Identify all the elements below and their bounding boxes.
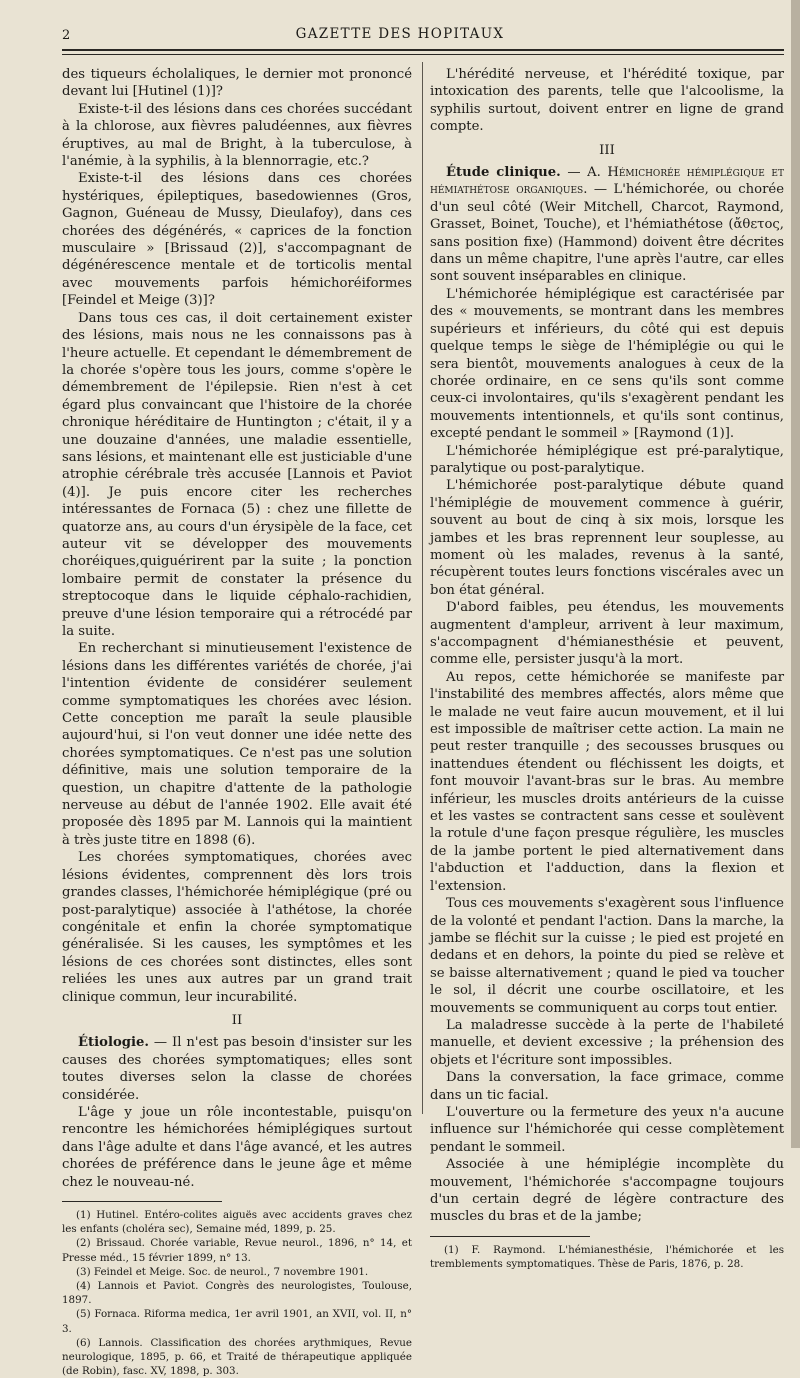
column-divider [422,62,423,1114]
paragraph: Les chorées symptomatiques, chorées avec lésions évidentes, comprennent dès lors trois grandes classes, l'hémichorée hémiplégique (pré ou post-paralytique) associée à l'athétose, la chorée congénitale et enfin la chorée symptomatique généralisée. Si les causes, les symptômes et les lésions de ces chorées sont distinctes, elles sont reliées les unes aux autres par un grand trait clinique commun, leur incurabilité. [62,850,412,1005]
paragraph: L'hérédité nerveuse, et l'hérédité toxique, par intoxication des parents, telle que l'alcoolisme, la syphilis surtout, doivent entrer en ligne de grand compte. [430,67,784,135]
page-number: 2 [62,28,71,43]
header-rule-thin [62,54,784,55]
left-column [62,66,412,1378]
paragraph: L'ouverture ou la fermeture des yeux n'a aucune influence sur l'hémichorée qui cesse complètement pendant le sommeil. [430,1104,784,1155]
header-rule-thick [62,49,784,51]
paragraph: Tous ces mouvements s'exagèrent sous l'influence de la volonté et pendant l'action. Dans la marche, la jambe se fléchit sur la cuisse ; le pied est projeté en dedans et en dehors, la pointe du pied se relève et se baisse alternativement ; quand le pied va toucher le sol, il décrit une courbe oscillatoire, et les mouvements se communiquent au corps tout entier. [430,896,784,1016]
paragraph: des tiqueurs écholaliques, le dernier mot prononcé devant lui [Hutinel (1)]? [62,67,412,100]
section-heading: Étude clinique. [446,165,561,181]
section-number: III [599,142,615,158]
paragraph-text: — Il n'est pas besoin d'insister sur les causes des chorées symptomatiques; elles sont toutes diverses selon la classe de chorées considérée. [62,1035,412,1103]
journal-title: GAZETTE DES HOPITAUX [295,26,505,42]
paragraph: Existe-t-il des lésions dans ces chorées hystériques, épileptiques, basedowiennes (Gros, Gagnon, Guéneau de Mussy, Dieulafoy), dans ces chorées des dégénérés, « caprices de la fonction musculaire » [Brissaud (2)], s'accompagnant de dégénérescence mentale et de torticolis mental avec mouvements parfois hémichoréiformes [Feindel et Meige (3)]? [62,171,412,309]
footnote: (4) Lannois et Paviot. Congrès des neurologistes, Toulouse, 1897. [62,1280,412,1307]
footnote: (3) Feindel et Meige. Soc. de neurol., 7 novembre 1901. [76,1265,369,1278]
paragraph: Dans tous ces cas, il doit certainement exister des lésions, mais nous ne les connaissons pas à l'heure actuelle. Et cependant le démembrement de la chorée s'opère tous les jours, comme s'opère le démembrement de l'épilepsie. Rien n'est à cet égard plus convaincant que l'histoire de la chorée chronique héréditaire de Huntington ; c'était, il y a une douzaine d'années, une maladie essentielle, sans lésions, et maintenant elle est justiciable d'une atrophie cérébrale très accusée [Lannois et Paviot (4)]. Je puis encore citer les recherches intéressantes de Fornaca (5) : chez une fillette de quatorze ans, au cours d'un érysipèle de la face, cet auteur vit se développer des mouvements choréiques,quiguérirent par la suite ; la ponction lombaire permit de constater la présence du streptocoque dans le liquide céphalo-rachidien, preuve d'une lésion temporaire qui a rétrocédé par la suite. [62,310,412,639]
paragraph: En recherchant si minutieusement l'existence de lésions dans les différentes variétés de chorée, j'ai l'intention évidente de considérer seulement comme symptomatiques les chorées avec lésion. Cette conception me paraît la seule plausible aujourd'hui, si l'on veut donner une idée nette des chorées symptomatiques. Ce n'est pas une solution définitive, mais une solution temporaire de la question, un chapitre d'attente de la pathologie nerveuse au début de l'année 1902. Elle avait été proposée dès 1895 par M. Lannois qui la maintient à très juste titre en 1898 (6). [62,641,412,848]
paragraph [430,164,784,286]
paragraph: L'hémichorée post-paralytique débute quand l'hémiplégie de mouvement commence à guérir, souvent au bout de cinq à six mois, lorsque les jambes et les bras reprennent leur souplesse, au moment où les malades, revenus à la santé, récupèrent toutes leurs fonctions viscérales avec un bon état général. [430,478,784,598]
right-column [430,66,784,1271]
footnote: (2) Brissaud. Chorée variable, Revue neurol., 1896, n° 14, et Presse méd., 15 février 1899, n° 13. [62,1237,412,1264]
footnote-rule [62,1201,222,1202]
paragraph: La maladresse succède à la perte de l'habileté manuelle, et devient excessive ; la préhension des objets et l'écriture sont impossibles. [430,1017,784,1068]
paragraph: Au repos, cette hémichorée se manifeste par l'instabilité des membres affectés, alors même que le malade ne veut faire aucun mouvement, et il lui est impossible de maîtriser cette action. La main ne peut rester tranquille ; des secousses brusques ou inattendues étendent ou fléchissent les doigts, et font mouvoir l'avant-bras sur le bras. Au membre inférieur, les muscles droits antérieurs de la cuisse et les vastes se contractent sans cesse et soulèvent la rotule d'une façon presque régulière, les muscles de la jambe portent le pied alternativement dans l'abduction et l'adduction, dans la flexion et l'extension. [430,669,784,894]
section-number: II [231,1012,243,1028]
paragraph: Associée à une hémiplégie incomplète du mouvement, l'hémichorée s'accompagne toujours d'un certain degré de légère contracture des muscles du bras et de la jambe; [430,1157,784,1225]
footnote-rule [430,1236,590,1237]
footnote: (6) Lannois. Classification des chorées arythmiques, Revue neurologique, 1895, p. 66, et Traité de thérapeutique appliquée (de Robin), fasc. XV, 1898, p. 303. [62,1336,412,1378]
page-edge [791,0,800,1148]
paragraph [62,1034,412,1104]
subsection-heading: Hémichorée hémiplégique et hémiathétose organiques. [430,165,784,198]
paragraph-text: — L'hémichorée, ou chorée d'un seul côté (Weir Mitchell, Charcot, Raymond, Grasset, Boinet, Touche), et l'hémiathétose (ἄθετος, sans position fixe) (Hammond) doivent être décrites dans un même chapitre, l'une après l'autre, car elles sont souvent inséparables en clinique. [430,182,784,285]
footnotes [430,1243,784,1271]
footnote: (1) F. Raymond. L'hémianesthésie, l'hémichorée et les tremblements symptomatiques. Thèse de Paris, 1876, p. 28. [430,1243,784,1271]
paragraph: L'âge y joue un rôle incontestable, puisqu'on rencontre les hémichorées hémiplégiques surtout dans l'âge adulte et dans l'âge avancé, et les autres chorées de préférence dans le jeune âge et même chez le nouveau-né. [62,1104,412,1190]
paragraph: D'abord faibles, peu étendus, les mouvements augmentent d'ampleur, arrivent à leur maximum, s'accompagnent d'hémianesthésie et peuvent, comme elle, persister jusqu'à la mort. [430,600,784,668]
paragraph: L'hémichorée hémiplégique est pré-paralytique, paralytique ou post-paralytique. [430,443,784,476]
section-heading: Étiologie. [78,1035,149,1051]
paragraph: L'hémichorée hémiplégique est caractérisée par des « mouvements, se montrant dans les membres supérieurs et inférieurs, du côté qui est depuis quelque temps le siège de l'hémiplégie ou qui le sera bientôt, mouvements analogues à ceux de la chorée ordinaire, en ce sens qu'ils sont comme ceux-ci involontaires, qu'ils s'exagèrent pendant les mouvements intentionnels, et qu'ils sont continus, excepté pendant le sommeil » [Raymond (1)]. [430,286,784,442]
paragraph: Existe-t-il des lésions dans ces chorées succédant à la chlorose, aux fièvres paludéennes, aux fièvres éruptives, au mal de Bright, à la tuberculose, à l'anémie, à la syphilis, à la blennorragie, etc.? [62,101,412,170]
footnote: (1) Hutinel. Entéro-colites aiguës avec accidents graves chez les enfants (choléra sec), Semaine méd, 1899, p. 25. [62,1209,412,1236]
footnotes [62,1208,412,1378]
paragraph-text: — A. [560,165,608,181]
paragraph: Dans la conversation, la face grimace, comme dans un tic facial. [430,1070,784,1103]
footnote: (5) Fornaca. Riforma medica, 1er avril 1901, an XVII, vol. II, n° 3. [62,1308,412,1335]
